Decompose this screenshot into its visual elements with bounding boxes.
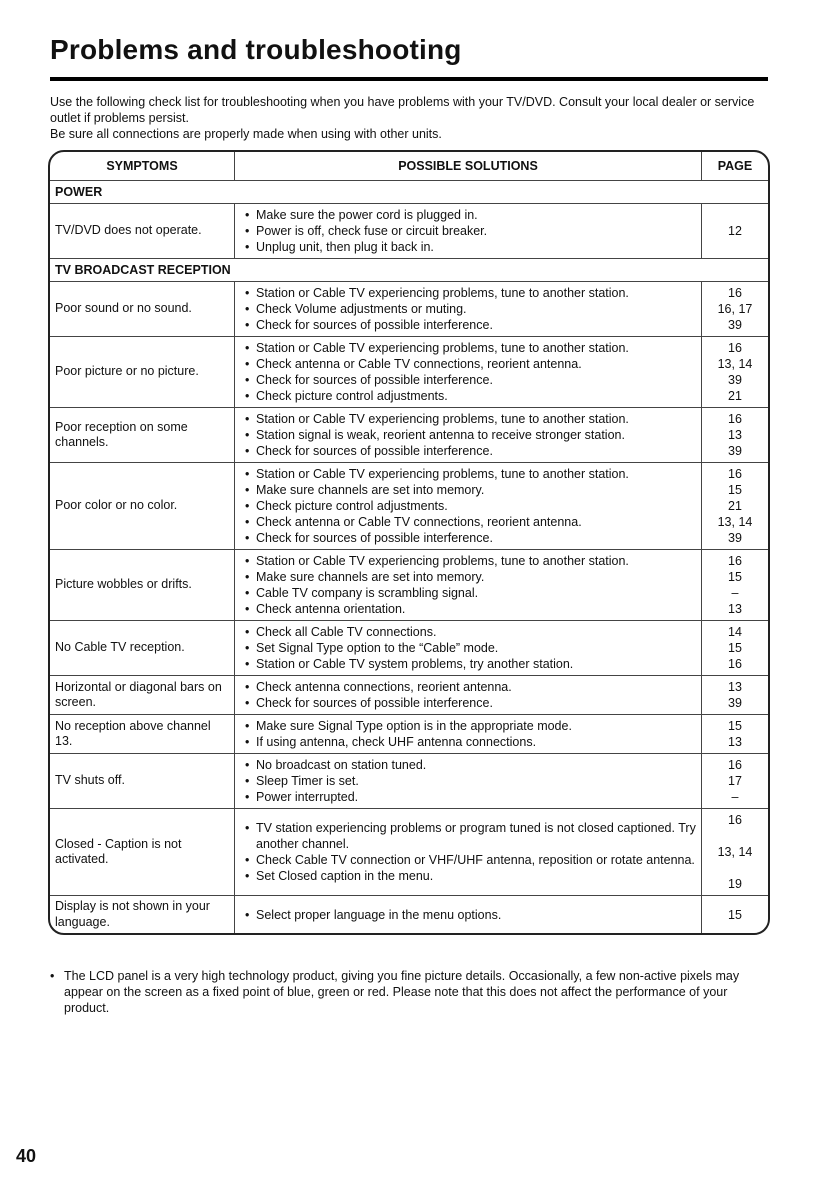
page-cell [702, 621, 769, 676]
solution-item: • Unplug unit, then plug it back in. [245, 239, 697, 255]
symptom-cell: Poor reception on some channels. [50, 408, 235, 463]
solution-item: • Sleep Timer is set. [245, 773, 697, 789]
symptom-cell: Poor color or no color. [50, 463, 235, 550]
troubleshooting-table-frame [48, 150, 770, 935]
footnote: • The LCD panel is a very high technology product, giving you fine picture details. Occasionally, a few non-active pixels may appear on the screen as a fixed point of blue, green or red. Please note that this does not affect the performance of your product. [50, 968, 768, 1016]
page-reference: 16 [728, 412, 742, 426]
solution-item: • Station or Cable TV experiencing problems, tune to another station. [245, 553, 697, 569]
solutions-list [245, 820, 697, 884]
page-reference: 13 [728, 680, 742, 694]
solution-item: • Station or Cable TV system problems, try another station. [245, 656, 697, 672]
solutions-cell [235, 550, 702, 621]
solution-item: • Make sure channels are set into memory. [245, 482, 697, 498]
page-reference: – [731, 790, 739, 804]
symptom-cell: TV/DVD does not operate. [50, 204, 235, 259]
page-reference: 39 [728, 444, 742, 458]
symptom-cell: Poor sound or no sound. [50, 282, 235, 337]
solutions-cell [235, 408, 702, 463]
page-reference [706, 860, 764, 876]
page-reference: 15 [728, 907, 742, 922]
solutions-cell [235, 896, 702, 934]
solution-item: • Make sure Signal Type option is in the appropriate mode. [245, 718, 697, 734]
solution-item: • Check antenna orientation. [245, 601, 697, 617]
section-title: POWER [50, 181, 768, 204]
intro-paragraph: Be sure all connections are properly made when using with other units. [50, 127, 442, 141]
table-row [50, 337, 768, 408]
table-row [50, 896, 768, 934]
solution-item: • Check picture control adjustments. [245, 498, 697, 514]
solution-item: • Check antenna or Cable TV connections, reorient antenna. [245, 514, 697, 530]
page-reference: 39 [728, 373, 742, 387]
page-reference: 16 [728, 554, 742, 568]
symptom-cell: Horizontal or diagonal bars on screen. [50, 676, 235, 715]
table-row [50, 550, 768, 621]
page-reference: 16 [728, 657, 742, 671]
page-reference: 16 [728, 341, 742, 355]
solutions-list [245, 718, 697, 750]
page-reference: 39 [728, 696, 742, 710]
solution-item: • Check picture control adjustments. [245, 388, 697, 404]
page-cell [702, 408, 769, 463]
page-reference: 15 [728, 483, 742, 497]
solution-item: • Check for sources of possible interference. [245, 695, 697, 711]
page-cell [702, 463, 769, 550]
page-cell [702, 754, 769, 809]
solutions-cell [235, 337, 702, 408]
table-row [50, 408, 768, 463]
solution-item: • Check Cable TV connection or VHF/UHF antenna, reposition or rotate antenna. [245, 852, 697, 868]
solutions-cell [235, 204, 702, 259]
table-body [50, 181, 768, 934]
page-reference: 16 [728, 758, 742, 772]
table-row [50, 463, 768, 550]
page-reference: 13 [728, 602, 742, 616]
solutions-list [245, 207, 697, 255]
intro-paragraph: Use the following check list for troubleshooting when you have problems with your TV/DVD. Consult your local dealer or service outlet if problems persist. [50, 95, 755, 125]
page-reference: 39 [728, 531, 742, 545]
page-reference: 16, 17 [717, 302, 753, 316]
page-reference: 21 [728, 499, 742, 513]
solution-item: • Select proper language in the menu options. [245, 907, 697, 923]
page-reference: 13, 14 [717, 845, 753, 859]
symptom-cell: No Cable TV reception. [50, 621, 235, 676]
section-title: TV BROADCAST RECEPTION [50, 259, 768, 282]
intro-text [50, 94, 768, 142]
solution-item: • Set Closed caption in the menu. [245, 868, 697, 884]
solutions-cell [235, 282, 702, 337]
solution-item: • Power is off, check fuse or circuit breaker. [245, 223, 697, 239]
page-cell [702, 715, 769, 754]
solution-item: • Check antenna connections, reorient antenna. [245, 679, 697, 695]
solutions-cell [235, 621, 702, 676]
page-reference [706, 239, 764, 255]
section-row [50, 181, 768, 204]
header-page: PAGE [702, 152, 769, 181]
table-row [50, 754, 768, 809]
page-reference: 15 [728, 570, 742, 584]
page-reference: 15 [728, 641, 742, 655]
solutions-list [245, 907, 697, 923]
symptom-cell: Display is not shown in your language. [50, 896, 235, 934]
page-reference [706, 828, 764, 844]
page-reference: 16 [728, 286, 742, 300]
solution-item: • TV station experiencing problems or program tuned is not closed captioned. Try another channel. [245, 820, 697, 852]
page-title: Problems and troubleshooting [50, 34, 462, 65]
symptom-cell: Closed - Caption is not activated. [50, 809, 235, 896]
solution-item: • Station or Cable TV experiencing problems, tune to another station. [245, 340, 697, 356]
solutions-cell [235, 463, 702, 550]
page-reference: 17 [728, 774, 742, 788]
solution-item: • Station or Cable TV experiencing problems, tune to another station. [245, 466, 697, 482]
page-reference: 16 [728, 467, 742, 481]
solutions-list [245, 757, 697, 805]
table-row [50, 204, 768, 259]
solution-item: • Set Signal Type option to the “Cable” mode. [245, 640, 697, 656]
page-reference: 19 [728, 877, 742, 891]
solution-item: • Station signal is weak, reorient antenna to receive stronger station. [245, 427, 697, 443]
page-number: 40 [16, 1146, 37, 1166]
symptom-cell: No reception above channel 13. [50, 715, 235, 754]
page-reference: 16 [728, 813, 742, 827]
title-rule [50, 77, 768, 81]
solution-item: • Check for sources of possible interference. [245, 530, 697, 546]
page-reference [706, 207, 764, 223]
table-row [50, 621, 768, 676]
header-symptoms: SYMPTOMS [50, 152, 235, 181]
troubleshooting-table [50, 152, 768, 933]
table-row [50, 809, 768, 896]
solution-item: • Check for sources of possible interference. [245, 317, 697, 333]
solutions-cell [235, 715, 702, 754]
symptom-cell: Poor picture or no picture. [50, 337, 235, 408]
page-reference: 14 [728, 625, 742, 639]
solutions-list [245, 411, 697, 459]
table-header-row [50, 152, 768, 181]
page-reference: 15 [728, 719, 742, 733]
table-row [50, 676, 768, 715]
symptom-cell: TV shuts off. [50, 754, 235, 809]
solution-item: • Station or Cable TV experiencing problems, tune to another station. [245, 411, 697, 427]
solution-item: • Check for sources of possible interference. [245, 443, 697, 459]
page-reference: 39 [728, 318, 742, 332]
solution-item: • Check all Cable TV connections. [245, 624, 697, 640]
page-cell [702, 204, 769, 259]
solutions-cell [235, 676, 702, 715]
page-reference: 13, 14 [717, 357, 753, 371]
page-reference: – [731, 586, 739, 600]
solution-item: • Cable TV company is scrambling signal. [245, 585, 697, 601]
page-reference: 13, 14 [717, 515, 753, 529]
solution-item: • Check antenna or Cable TV connections, reorient antenna. [245, 356, 697, 372]
solution-item: • No broadcast on station tuned. [245, 757, 697, 773]
solution-item: • Check Volume adjustments or muting. [245, 301, 697, 317]
page-reference: 21 [728, 389, 742, 403]
solutions-cell [235, 809, 702, 896]
solutions-list [245, 340, 697, 404]
page-cell [702, 337, 769, 408]
table-row [50, 715, 768, 754]
table-row [50, 282, 768, 337]
symptom-cell: Picture wobbles or drifts. [50, 550, 235, 621]
section-row [50, 259, 768, 282]
solutions-list [245, 679, 697, 711]
page-cell [702, 550, 769, 621]
solution-item: • Make sure the power cord is plugged in. [245, 207, 697, 223]
page-reference: 13 [728, 428, 742, 442]
solutions-list [245, 553, 697, 617]
solutions-list [245, 624, 697, 672]
page-cell [702, 676, 769, 715]
page-reference: 13 [728, 735, 742, 749]
solution-item: • If using antenna, check UHF antenna connections. [245, 734, 697, 750]
solutions-list [245, 285, 697, 333]
page-cell [702, 809, 769, 896]
header-solutions: POSSIBLE SOLUTIONS [235, 152, 702, 181]
page-reference: 12 [728, 224, 742, 238]
solutions-cell [235, 754, 702, 809]
solutions-list [245, 466, 697, 546]
page-cell [702, 896, 769, 934]
solution-item: • Check for sources of possible interference. [245, 372, 697, 388]
solution-item: • Station or Cable TV experiencing problems, tune to another station. [245, 285, 697, 301]
page-cell [702, 282, 769, 337]
solution-item: • Make sure channels are set into memory. [245, 569, 697, 585]
solution-item: • Power interrupted. [245, 789, 697, 805]
